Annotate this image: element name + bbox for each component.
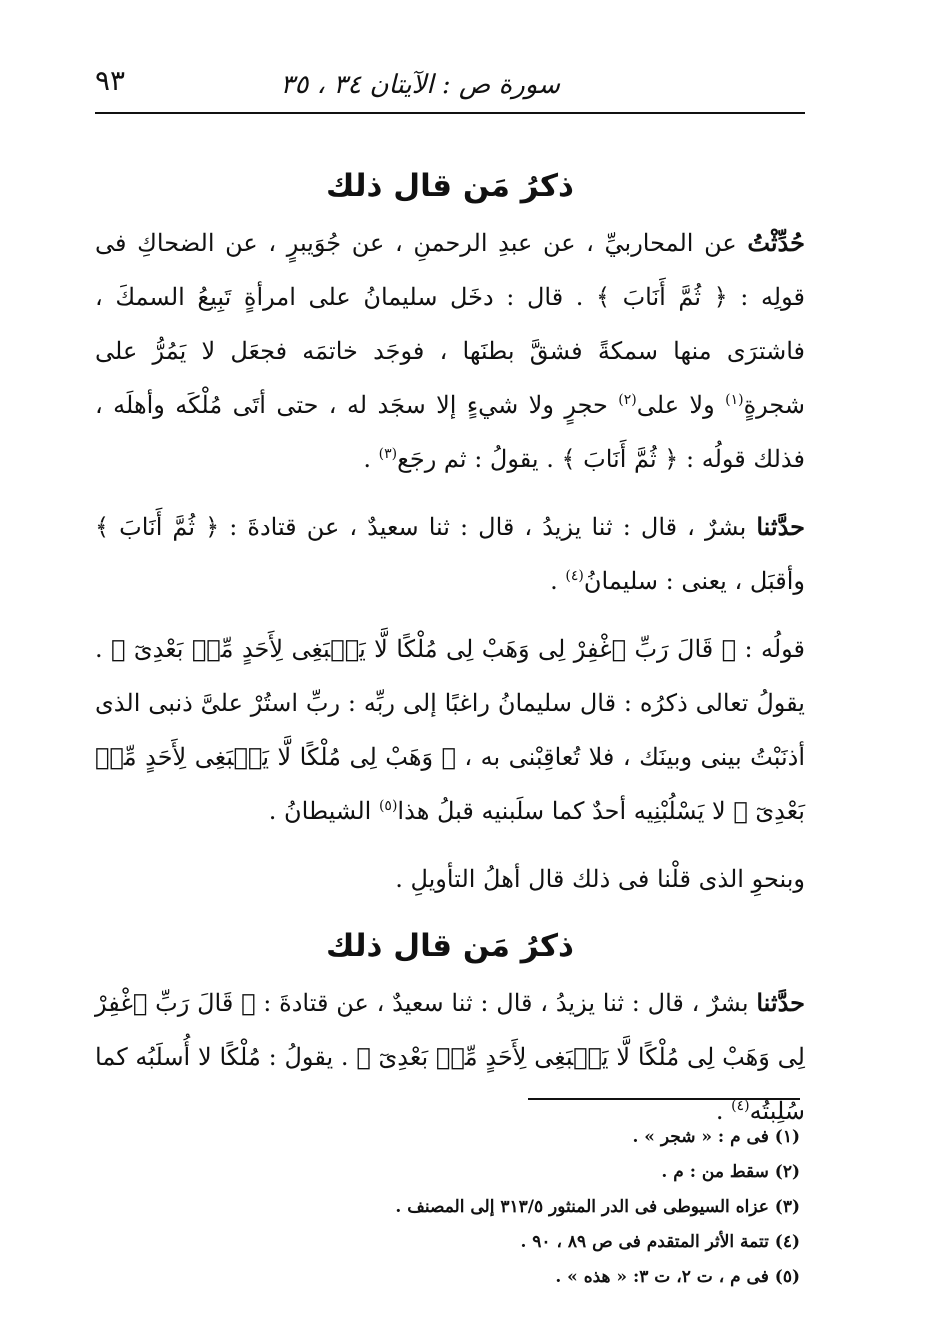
footnote-ref: (٥) [378,798,398,814]
section-heading-1: ذكرُ مَن قال ذلك [326,168,574,204]
footnote-ref: (٢) [618,392,637,408]
paragraph-end: . [363,445,379,473]
running-title: سورة ص : الآيتان ٣٤ ، ٣٥ [280,70,560,100]
main-text [95,160,805,1152]
paragraph-2 [95,500,805,608]
footnote-4: (٤) تتمة الأثر المتقدم فى ص ٨٩ ، ٩٠ . [520,1232,800,1252]
paragraph-text: بشرٌ ، قال : ثنا يزيدُ ، قال : ثنا سعيدٌ ، عن قتادةَ : ﴿ قَالَ رَبِّ ٱغْفِرْ لِى وَهَبْ لِى مُلْكًا لَّا يَنۢبَغِى لِأَحَدٍ مِّنۢ بَعْدِىٓ ﴾ . يقولُ : مُلْكًا لا أُسلَبُه كما سُلِبتُه [95,989,805,1125]
footnotes [95,1120,800,1295]
paragraph-lead: حُدِّثْتُ [747,228,805,257]
footnote-ref: (٤) [731,1098,750,1114]
paragraph-end: . [715,1097,732,1125]
page-number: ٩٣ [95,64,126,97]
page-header [95,58,805,110]
paragraph-1 [95,216,805,486]
footnote-ref: (٤) [565,568,584,584]
paragraph-5 [95,976,805,1138]
footnote-2: (٢) سقط من : م . [661,1162,800,1182]
paragraph-text: عن المحاربيِّ ، عن عبدِ الرحمنِ ، عن جُوَيبرٍ ، عن الضحاكِ فى قولِه : ﴿ ثُمَّ أَنَابَ ﴾ . قال : دخَل سليمانُ على امرأةٍ تَبِيعُ السمكَ ، فاشترَى منها سمكةً فشقَّ بطنَها ، فوجَد خاتمَه فجعَل لا يَمُرُّ على شجرةٍ [95,229,805,419]
paragraph-4: وبنحوِ الذى قلْنا فى ذلك قال أهلُ التأويلِ . [395,865,805,893]
header-rule [95,112,805,114]
paragraph-text: حجرٍ ولا شيءٍ إلا سجَد له ، حتى أتَى مُلْكَه وأهلَه ، فذلك قولُه : ﴿ ثُمَّ أَنَابَ ﴾ . يقولُ : ثم رجَع [95,391,805,473]
footnote-ref: (١) [725,392,744,408]
footnote-rule [528,1098,800,1100]
paragraph-text: ولا على [636,391,726,419]
footnote-3: (٣) عزاه السيوطى فى الدر المنثور ٣١٣/٥ إلى المصنف . [395,1197,800,1217]
paragraph-3 [95,622,805,838]
section-heading-2: ذكرُ مَن قال ذلك [326,928,574,964]
paragraph-lead: حدَّثنا [756,988,805,1017]
footnote-5: (٥) فى م ، ت ٢، ت ٣: « هذه » . [555,1267,800,1287]
paragraph-end: . [550,567,566,595]
paragraph-end: الشيطانُ . [268,797,379,825]
footnote-1: (١) فى م : « شجر » . [632,1127,800,1147]
paragraph-lead: حدَّثنا [756,512,805,541]
footnote-ref: (٣) [378,446,398,462]
paragraph-text: قولُه : ﴿ قَالَ رَبِّ ٱغْفِرْ لِى وَهَبْ لِى مُلْكًا لَّا يَنۢبَغِى لِأَحَدٍ مِّنۢ بَعْدِىٓ ﴾ . يقولُ تعالى ذكرُه : قال سليمانُ راغبًا إلى ربِّه : ربِّ استُرْ علىَّ ذنبى الذى أذنَبْتُ بينى وبينَك ، فلا تُعاقِبْنى به ، ﴿ وَهَبْ لِى مُلْكًا لَّا يَنۢبَغِى لِأَحَدٍ مِّنۢ بَعْدِىٓ ﴾ لا يَسْلُبْنِيه أحدٌ كما سلَبنيه قبلُ هذا [95,635,805,825]
paragraph-text: بشرٌ ، قال : ثنا يزيدُ ، قال : ثنا سعيدٌ ، عن قتادةَ : ﴿ ثُمَّ أَنَابَ ﴾ وأقبَل ، يعنى : سليمانُ [95,513,805,595]
